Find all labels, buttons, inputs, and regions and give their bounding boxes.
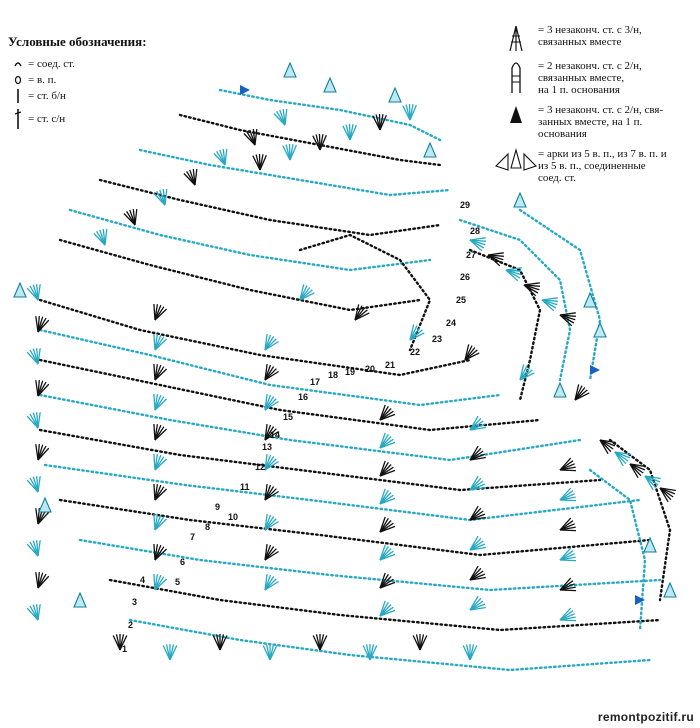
fan-cluster <box>265 544 279 560</box>
fan-cluster <box>154 304 167 320</box>
legend-label: = соед. ст. <box>28 58 75 70</box>
dc-stitch <box>38 604 40 620</box>
watermark: remontpozitif.ru <box>597 710 694 724</box>
arch-triangle <box>554 383 566 397</box>
row-number: 3 <box>132 597 138 607</box>
row-number: 6 <box>180 557 186 567</box>
fan-cluster <box>27 348 40 364</box>
dc-stitch <box>560 470 576 471</box>
fan-cluster <box>470 416 486 430</box>
chain-row <box>300 235 430 350</box>
dc-stitch <box>38 412 40 428</box>
dc-stitch <box>38 540 40 556</box>
row-number: 9 <box>215 502 221 512</box>
fan-cluster <box>380 601 395 616</box>
fan-cluster <box>265 364 279 380</box>
arch-triangle <box>514 193 526 207</box>
legend-label: = в. п. <box>28 74 57 86</box>
fan-cluster <box>470 238 486 251</box>
row-number: 7 <box>190 532 196 542</box>
fan-cluster <box>465 344 479 360</box>
fan-cluster <box>363 644 377 660</box>
start-marker <box>590 365 600 375</box>
fan-cluster <box>263 644 277 660</box>
fan-cluster <box>154 484 167 500</box>
chain-row <box>130 620 650 670</box>
chain-row <box>60 240 420 310</box>
row-number: 16 <box>298 392 309 402</box>
row-number: 23 <box>432 334 443 344</box>
fan-cluster <box>560 488 576 501</box>
fan-cluster <box>660 488 676 502</box>
fan-cluster <box>380 517 395 532</box>
arch-triangle <box>664 583 676 597</box>
fan-cluster <box>154 544 167 560</box>
fan-cluster <box>27 540 40 556</box>
arch-triangle <box>594 323 606 337</box>
fan-cluster <box>265 334 279 350</box>
legend-title: Условные обозначения: <box>8 34 147 49</box>
row-number: 19 <box>345 367 356 377</box>
fan-cluster <box>283 144 297 160</box>
row-number: 10 <box>228 512 239 522</box>
row-number: 14 <box>270 430 281 440</box>
chain-row <box>40 430 600 490</box>
row-number: 29 <box>460 200 471 210</box>
start-marker <box>240 85 250 95</box>
fan-cluster <box>265 514 279 530</box>
fan-cluster <box>403 104 417 120</box>
row-number: 15 <box>283 412 294 422</box>
arch-triangle <box>39 498 51 512</box>
row-number: 24 <box>446 318 457 328</box>
fan-cluster <box>154 454 167 470</box>
row-number: 22 <box>410 347 421 357</box>
dc-stitch <box>225 149 227 165</box>
row-number: 12 <box>255 462 266 472</box>
fan-cluster <box>184 169 197 185</box>
fan-cluster <box>265 574 279 590</box>
dc-stitch <box>195 169 197 185</box>
row-number: 5 <box>175 577 181 587</box>
arch-triangle <box>389 88 401 102</box>
dc-stitch <box>38 476 40 492</box>
fan-cluster <box>300 284 314 300</box>
fan-cluster <box>94 229 107 245</box>
fan-cluster <box>36 444 49 460</box>
row-number: 11 <box>240 482 250 492</box>
arch-triangle <box>424 143 436 157</box>
chain-row <box>140 150 450 195</box>
chain-row <box>470 250 540 400</box>
chain-row <box>40 395 580 460</box>
fan-cluster <box>253 154 267 170</box>
fan-cluster <box>470 596 486 610</box>
fan-cluster <box>615 452 631 466</box>
arch-triangle <box>324 78 336 92</box>
chain-row <box>590 470 645 630</box>
fan-cluster <box>274 109 287 125</box>
fan-cluster <box>313 134 327 150</box>
fan-cluster <box>413 634 427 650</box>
fan-cluster <box>214 149 227 165</box>
fan-cluster <box>124 209 137 225</box>
chain-row <box>40 300 470 375</box>
row-number: 20 <box>365 364 376 374</box>
legend-label: = арки из 5 в. п., из 7 в. п. и из 5 в. п., соединенные соед. ст. <box>538 148 667 184</box>
arch-triangle <box>74 593 86 607</box>
arch-triangle <box>284 63 296 77</box>
fan-cluster <box>36 380 49 396</box>
fan-cluster <box>154 424 167 440</box>
fan-cluster <box>470 446 486 460</box>
fan-cluster <box>380 489 395 504</box>
dc-stitch <box>38 348 40 364</box>
chain-row <box>70 210 430 270</box>
fan-cluster <box>470 506 486 520</box>
fan-cluster <box>380 433 395 448</box>
legend-label: = ст. б/н <box>28 90 66 102</box>
fan-cluster <box>27 476 40 492</box>
chain-row <box>100 180 440 235</box>
arch-triangle <box>14 283 26 297</box>
row-number: 8 <box>205 522 211 532</box>
start-marker <box>635 595 645 605</box>
fan-cluster <box>542 298 558 311</box>
dc-stitch <box>135 209 137 225</box>
dc-stitch <box>560 560 576 561</box>
fan-cluster <box>380 405 395 420</box>
dc-stitch <box>560 500 576 501</box>
dc-stitch <box>38 284 40 300</box>
row-number: 13 <box>262 442 273 452</box>
legend-label: = 2 незаконч. ст. с 2/н, связанных вместе, на 1 п. основания <box>538 60 642 96</box>
fan-cluster <box>463 644 477 660</box>
fan-cluster <box>265 484 279 500</box>
row-number: 4 <box>140 575 146 585</box>
row-number: 28 <box>470 226 481 236</box>
dc-stitch <box>165 189 167 205</box>
dc-stitch <box>255 129 257 145</box>
fan-cluster <box>27 284 40 300</box>
fan-cluster <box>560 608 576 621</box>
fan-cluster <box>380 461 395 476</box>
fan-cluster <box>36 572 49 588</box>
fan-cluster <box>560 548 576 561</box>
fan-cluster <box>163 644 177 660</box>
fan-cluster <box>154 574 167 590</box>
row-number: 26 <box>460 272 471 282</box>
legend-label: = 3 незаконч. ст. с 3/н, связанных вместе <box>538 24 642 48</box>
chain-row <box>610 440 670 600</box>
row-number: 18 <box>328 370 339 380</box>
row-number: 21 <box>385 360 396 370</box>
dc-stitch <box>560 590 576 591</box>
fan-cluster <box>343 124 357 140</box>
fan-cluster <box>154 394 167 410</box>
fan-cluster <box>600 440 616 454</box>
fan-cluster <box>575 384 589 400</box>
fan-cluster <box>154 334 167 350</box>
row-number: 2 <box>128 620 134 630</box>
dc-stitch <box>560 620 576 621</box>
fan-cluster <box>630 464 646 478</box>
legend-label: = 3 незаконч. ст. с 2/н, свя- занных вместе, на 1 п. основания <box>538 104 664 140</box>
row-number: 17 <box>310 377 321 387</box>
dc-stitch <box>285 109 287 125</box>
chain-row <box>110 580 660 630</box>
legend-label: = ст. с/н <box>28 113 66 125</box>
row-number: 27 <box>466 250 477 260</box>
fan-cluster <box>470 566 486 580</box>
fan-cluster <box>560 458 576 471</box>
dc-stitch <box>105 229 107 245</box>
row-number: 25 <box>456 295 467 305</box>
row-number: 1 <box>122 644 128 654</box>
fan-cluster <box>560 578 576 591</box>
fan-cluster <box>27 604 40 620</box>
fan-cluster <box>313 634 327 650</box>
dc-stitch <box>560 530 576 531</box>
fan-cluster <box>470 536 486 550</box>
fan-cluster <box>560 518 576 531</box>
fan-cluster <box>380 545 395 560</box>
fan-cluster <box>154 364 167 380</box>
fan-cluster <box>27 412 40 428</box>
